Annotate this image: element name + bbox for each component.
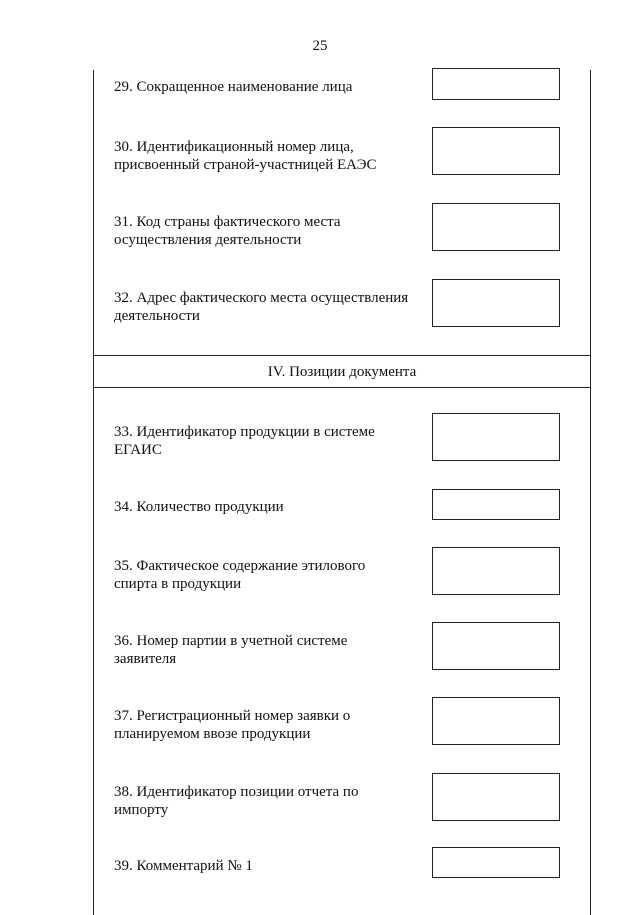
field-label-30-line2: присвоенный страной-участницей ЕАЭС xyxy=(114,157,377,173)
field-box-34[interactable] xyxy=(432,489,560,520)
field-box-32[interactable] xyxy=(432,279,560,327)
field-box-29[interactable] xyxy=(432,68,560,100)
field-box-31[interactable] xyxy=(432,203,560,251)
field-label-30 xyxy=(114,138,411,174)
section-title: IV. Позиции документа xyxy=(267,364,417,380)
field-label-33-line1: 33. Идентификатор продукции в системе xyxy=(114,424,375,440)
field-label-29 xyxy=(114,78,411,96)
field-label-39 xyxy=(114,857,411,875)
field-label-31-line2: осуществления деятельности xyxy=(114,232,302,248)
field-label-29-line1: 29. Сокращенное наименование лица xyxy=(114,79,353,95)
field-box-36[interactable] xyxy=(432,622,560,670)
field-label-34-line1: 34. Количество продукции xyxy=(114,499,284,515)
field-label-38-line2: импорту xyxy=(114,802,169,818)
field-label-37 xyxy=(114,707,411,743)
field-box-38[interactable] xyxy=(432,773,560,821)
field-label-35-line1: 35. Фактическое содержание этилового xyxy=(114,558,366,574)
field-label-33-line2: ЕГАИС xyxy=(114,442,162,458)
field-label-32-line2: деятельности xyxy=(114,308,200,324)
field-label-39-line1: 39. Комментарий № 1 xyxy=(114,858,253,874)
page-number: 25 xyxy=(312,38,328,54)
field-label-36 xyxy=(114,632,411,668)
field-label-32-line1: 32. Адрес фактического места осуществления xyxy=(114,290,409,306)
field-label-37-line1: 37. Регистрационный номер заявки о xyxy=(114,708,351,724)
field-label-32 xyxy=(114,289,411,325)
section-divider-bottom xyxy=(93,387,591,388)
field-label-36-line2: заявителя xyxy=(114,651,177,667)
field-label-34 xyxy=(114,498,411,516)
field-box-30[interactable] xyxy=(432,127,560,175)
field-box-39[interactable] xyxy=(432,847,560,878)
field-box-35[interactable] xyxy=(432,547,560,595)
frame-right-border xyxy=(590,70,591,915)
field-label-31 xyxy=(114,213,411,249)
field-label-38 xyxy=(114,783,411,819)
field-box-37[interactable] xyxy=(432,697,560,745)
field-label-30-line1: 30. Идентификационный номер лица, xyxy=(114,139,354,155)
field-label-35 xyxy=(114,557,411,593)
field-box-33[interactable] xyxy=(432,413,560,461)
field-label-31-line1: 31. Код страны фактического места xyxy=(114,214,341,230)
frame-left-border xyxy=(93,70,94,915)
field-label-38-line1: 38. Идентификатор позиции отчета по xyxy=(114,784,359,800)
field-label-33 xyxy=(114,423,411,459)
field-label-35-line2: спирта в продукции xyxy=(114,576,242,592)
field-label-36-line1: 36. Номер партии в учетной системе xyxy=(114,633,348,649)
section-divider-top xyxy=(93,355,591,356)
field-label-37-line2: планируемом ввозе продукции xyxy=(114,726,311,742)
